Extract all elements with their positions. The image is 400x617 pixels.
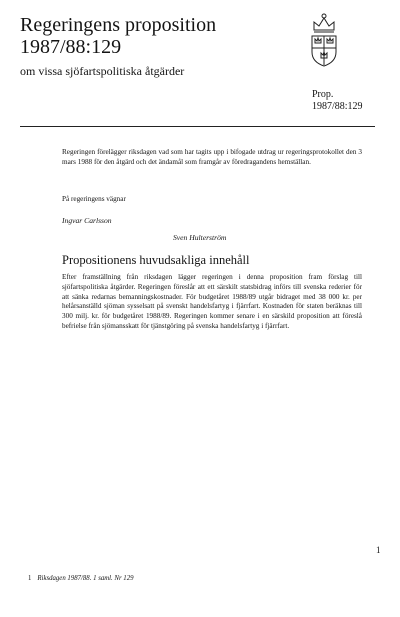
proposition-reference bbox=[312, 89, 363, 113]
page-footer bbox=[28, 574, 134, 583]
title-line-1: Regeringens proposition bbox=[20, 14, 217, 36]
footer-text: Riksdagen 1987/88. 1 saml. Nr 129 bbox=[37, 575, 134, 582]
signature-minister: Sven Hulterström bbox=[173, 233, 227, 242]
prop-label: Prop. bbox=[312, 89, 334, 100]
swedish-coat-of-arms-icon bbox=[304, 8, 344, 70]
signature-prime-minister: Ingvar Carlsson bbox=[62, 216, 112, 225]
title-line-2: 1987/88:129 bbox=[20, 36, 122, 58]
prop-number: 1987/88:129 bbox=[312, 101, 363, 112]
divider bbox=[20, 126, 375, 127]
section-heading: Propositionens huvudsakliga innehåll bbox=[62, 253, 250, 267]
page-number: 1 bbox=[376, 545, 381, 555]
footer-number: 1 bbox=[28, 575, 32, 582]
summary-paragraph: Efter framställning från riksdagen lägger regeringen i denna proposition fram förslag till sjöfartspolitiska åtgärder. Regeringen föreslår att ett särskilt statsbidrag införs till svenska rederier för att sänka redarnas bemanningskostnader. För budgetåret 1988/89 utgår bidraget med 38 000 kr. per helårsanställd sjöman sysselsatt på svenskt handelsfartyg i fjärrfart. Kostnaden för staten beräknas till 300 milj. kr. för budgetåret 1988/89. Regeringen kommer senare i en särskild proposition att föreslå befrielse från sjömansskatt för tjänstgöring på svenska handelsfartyg i fjärrfart. bbox=[62, 273, 362, 330]
intro-paragraph: Regeringen förelägger riksdagen vad som har tagits upp i bifogade utdrag ur regeringsprotokollet den 3 mars 1988 för den åtgärd och det ändamål som framgår av föredragandens hemställan. bbox=[62, 148, 362, 166]
on-behalf-line: På regeringens vägnar bbox=[62, 195, 126, 203]
document-title bbox=[20, 14, 216, 58]
document-subtitle: om vissa sjöfartspolitiska åtgärder bbox=[20, 64, 185, 78]
